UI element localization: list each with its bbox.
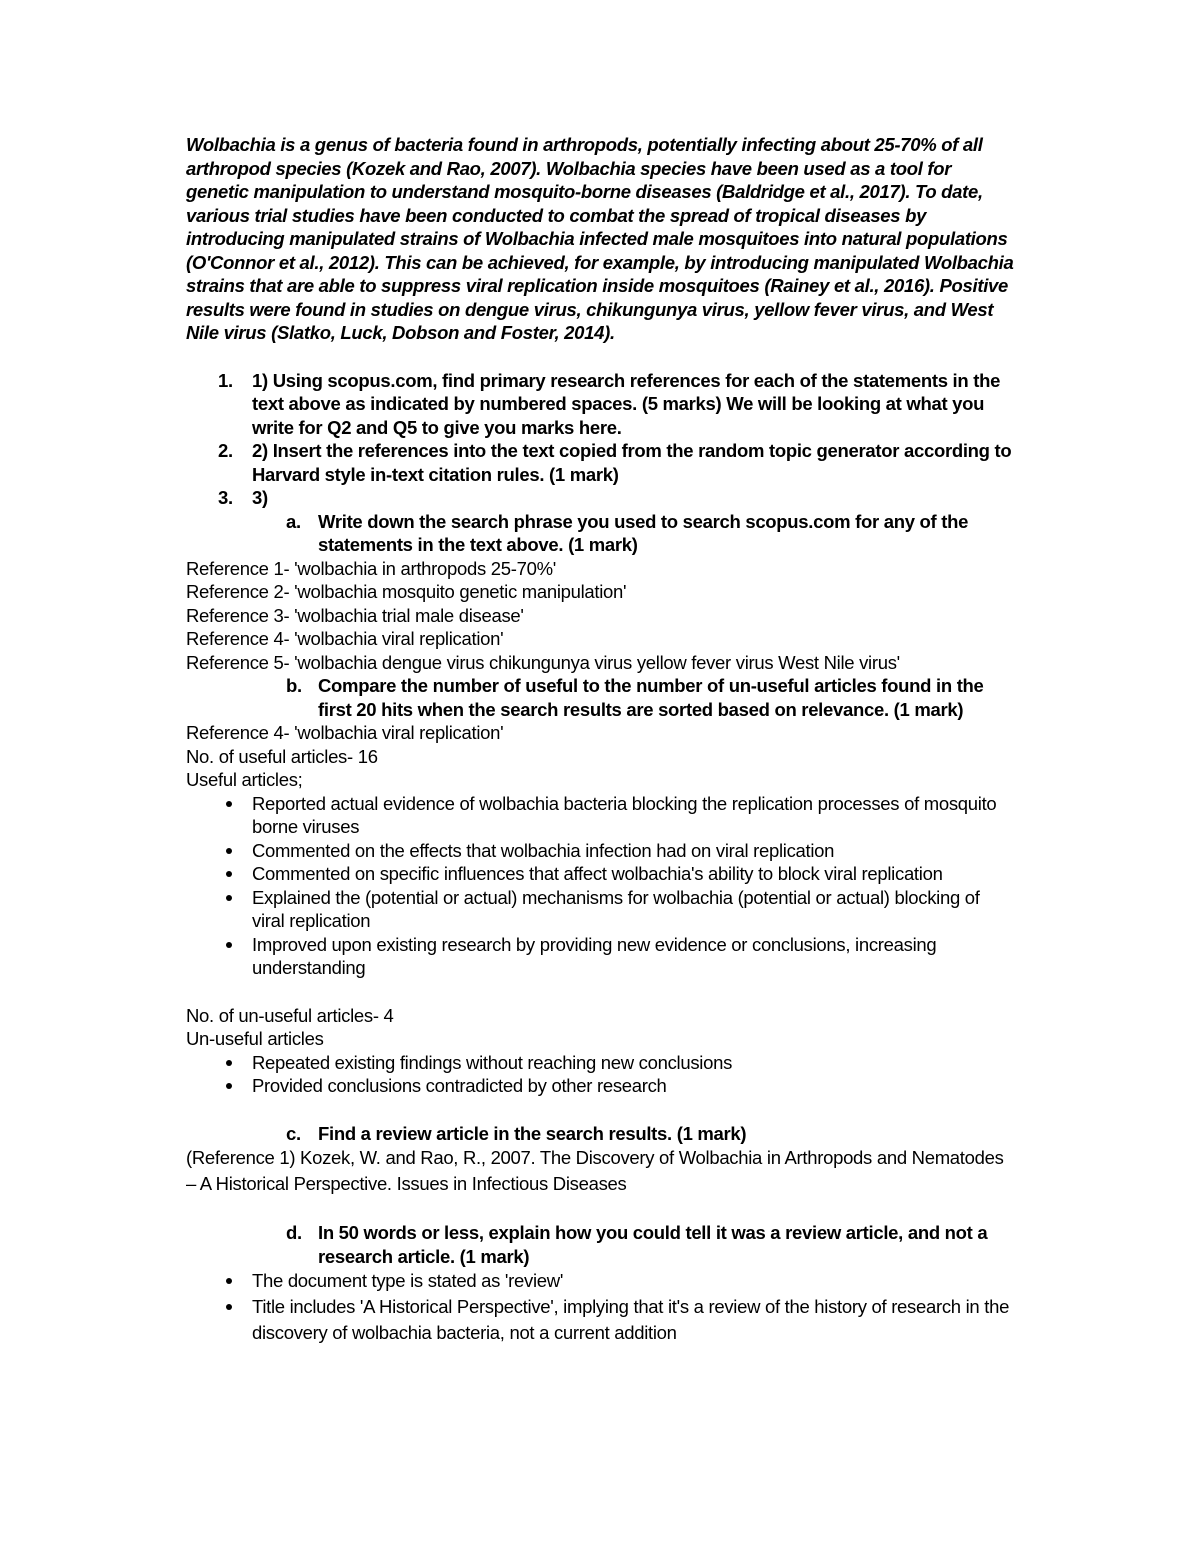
question-2 — [186, 439, 1016, 486]
review-explanation-list — [186, 1268, 1016, 1346]
list-item: Explained the (potential or actual) mechanisms for wolbachia (potential or actual) blocking of viral replication — [186, 886, 1016, 933]
bullet-icon — [226, 1278, 232, 1284]
question-2-text: 2) Insert the references into the text copied from the random topic generator according to Harvard style in-text citation rules. (1 mark) — [252, 440, 1012, 485]
useful-list — [186, 792, 1016, 980]
list-item: Repeated existing findings without reaching new conclusions — [186, 1051, 1016, 1075]
question-2-marker: 2. — [218, 440, 233, 461]
question-list — [186, 369, 1016, 510]
bullet-icon — [226, 895, 232, 901]
part-b-text: Compare the number of useful to the number of un-useful articles found in the first 20 hits when the search results are sorted based on relevance. (1 mark) — [318, 675, 984, 720]
list-item: Improved upon existing research by providing new evidence or conclusions, increasing understanding — [186, 933, 1016, 980]
useful-heading: Useful articles; — [186, 769, 303, 790]
bullet-icon — [226, 1083, 232, 1089]
part-a-text: Write down the search phrase you used to search scopus.com for any of the statements in the text above. (1 mark) — [318, 510, 969, 555]
part-b-reference: Reference 4- 'wolbachia viral replication' — [186, 722, 504, 743]
search-phrase-3: Reference 3- 'wolbachia trial male disease' — [186, 604, 524, 626]
part-d-marker: d. — [286, 1222, 302, 1243]
bullet-icon — [226, 1304, 232, 1310]
part-c-question — [186, 1122, 1016, 1146]
bullet-icon — [226, 1060, 232, 1066]
search-phrase-2: Reference 2- 'wolbachia mosquito genetic manipulation' — [186, 581, 627, 602]
list-item: Reported actual evidence of wolbachia bacteria blocking the replication processes of mosquito borne viruses — [186, 792, 1016, 839]
list-item: Provided conclusions contradicted by other research — [186, 1074, 1016, 1098]
list-item: The document type is stated as 'review' — [186, 1268, 1016, 1294]
part-c-marker: c. — [286, 1122, 301, 1144]
search-phrase-4: Reference 4- 'wolbachia viral replication' — [186, 628, 504, 649]
part-d-question — [186, 1221, 1016, 1268]
search-phrase-5: Reference 5- 'wolbachia dengue virus chikungunya virus yellow fever virus West Nile virus' — [186, 651, 900, 673]
document-page — [186, 133, 1016, 1346]
question-1-text: 1) Using scopus.com, find primary research references for each of the statements in the text above as indicated by numbered spaces. (5 marks) We will be looking at what you write for Q2 and Q5 to give you marks here. — [252, 369, 1001, 438]
question-1 — [186, 369, 1016, 440]
review-article-reference: (Reference 1) Kozek, W. and Rao, R., 2007. The Discovery of Wolbachia in Arthropods and Nematodes – A Historical Perspective. Issues in Infectious Diseases — [186, 1147, 1004, 1194]
part-d-text: In 50 words or less, explain how you could tell it was a review article, and not a research article. (1 mark) — [318, 1222, 988, 1267]
question-3 — [186, 486, 1016, 510]
search-phrase-1: Reference 1- 'wolbachia in arthropods 25-70%' — [186, 557, 556, 579]
question-1-marker: 1. — [218, 369, 233, 391]
bullet-icon — [226, 848, 232, 854]
unuseful-list — [186, 1051, 1016, 1098]
bullet-icon — [226, 801, 232, 807]
question-3-text: 3) — [252, 487, 268, 508]
part-b-marker: b. — [286, 675, 302, 696]
question-3-marker: 3. — [218, 487, 233, 508]
part-a-marker: a. — [286, 510, 301, 532]
list-item: Commented on specific influences that affect wolbachia's ability to block viral replication — [186, 862, 1016, 886]
list-item: Commented on the effects that wolbachia infection had on viral replication — [186, 839, 1016, 863]
part-a-question — [186, 510, 1016, 557]
useful-count: No. of useful articles- 16 — [186, 745, 378, 767]
unuseful-count: No. of un-useful articles- 4 — [186, 1004, 394, 1026]
unuseful-heading: Un-useful articles — [186, 1028, 324, 1049]
intro-paragraph: Wolbachia is a genus of bacteria found in arthropods, potentially infecting about 25-70% of all arthropod species (Kozek and Rao, 2007). Wolbachia species have been used as a tool for genetic manipulation to understand mosquito-borne diseases (Baldridge et al., 2017). To date, various trial studies have been conducted to combat the spread of tropical diseases by introducing manipulated strains of Wolbachia infected male mosquitoes into natural populations (O'Connor et al., 2012). This can be achieved, for example, by introducing manipulated Wolbachia strains that are able to suppress viral replication inside mosquitoes (Rainey et al., 2016). Positive results were found in studies on dengue virus, chikungunya virus, yellow fever virus, and West Nile virus (Slatko, Luck, Dobson and Foster, 2014). — [186, 134, 1014, 343]
bullet-icon — [226, 942, 232, 948]
part-c-text: Find a review article in the search results. (1 mark) — [318, 1122, 747, 1144]
part-b-question — [186, 674, 1016, 721]
list-item: Title includes 'A Historical Perspective', implying that it's a review of the history of research in the discovery of wolbachia bacteria, not a current addition — [186, 1294, 1016, 1346]
bullet-icon — [226, 871, 232, 877]
